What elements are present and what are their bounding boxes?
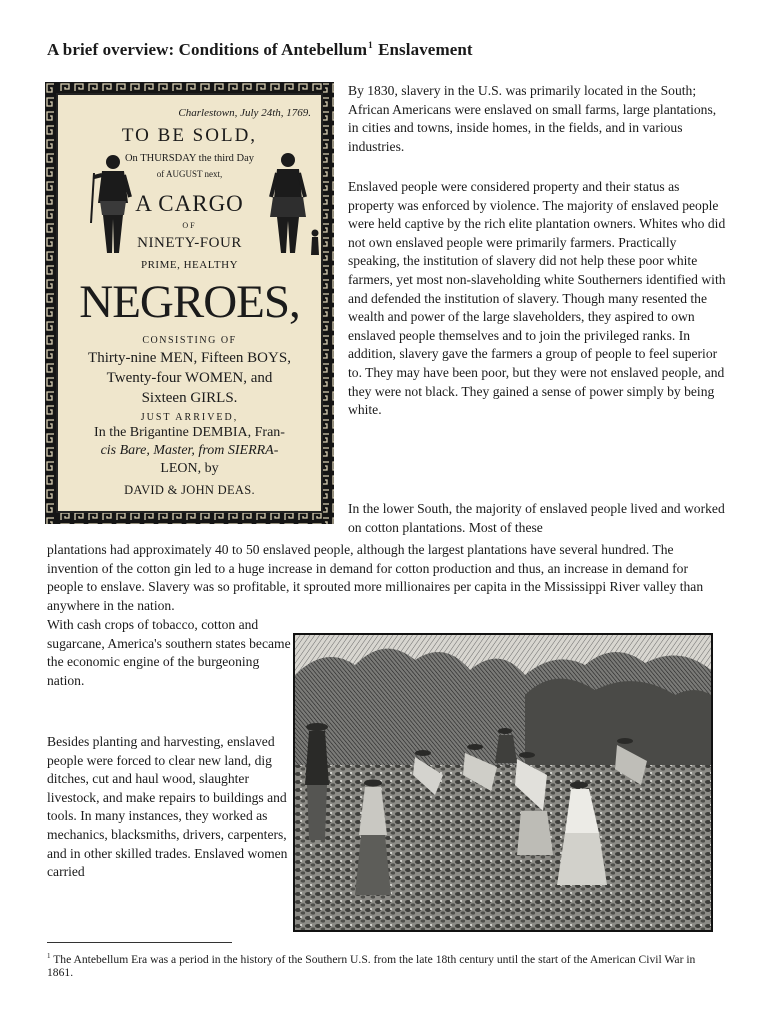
title-text: A brief overview: Conditions of Antebellum bbox=[47, 40, 368, 59]
broadside-men-boys: Thirty-nine MEN, Fifteen BOYS, bbox=[88, 350, 291, 366]
title-text-end: Enslavement bbox=[373, 40, 473, 59]
woodcut-figure-left bbox=[88, 153, 138, 258]
paragraph-lower-south-continued: plantations had approximately 40 to 50 enslaved people, although the largest plantations have several hundred. The invention of the cotton gin led to a huge increase in demand for cotton production and thus, an increase in demand for people to enslave. Slavery was so profitable, it sprouted more millionaires per capita in the Mississippi River valley than anywhere in the nation. bbox=[47, 542, 704, 613]
cotton-field-scene bbox=[295, 635, 711, 930]
broadside-to-be-sold: TO BE SOLD, bbox=[121, 125, 258, 146]
broadside-headline: NEGROES, bbox=[79, 276, 300, 328]
broadside-brigantine: In the Brigantine DEMBIA, Fran- bbox=[94, 425, 285, 440]
broadside-of: OF bbox=[182, 221, 197, 230]
broadside-thursday: On THURSDAY the third Day bbox=[124, 153, 255, 164]
paragraph-other-labor: Besides planting and harvesting, enslaved people were forced to clear new land, dig ditches, cut and haul wood, slaughter livestock, and make repairs to buildings and tools. In many instances, they worked as mechanics, blacksmiths, drivers, carpenters, and in other skilled trades. Enslaved women carried bbox=[47, 734, 288, 880]
cotton-field-engraving-image bbox=[293, 633, 713, 932]
footnote-text: The Antebellum Era was a period in the history of the Southern U.S. from the late 18th century until the start of the American Civil War in 1861. bbox=[47, 952, 696, 980]
broadside-consisting: CONSISTING OF bbox=[142, 335, 237, 346]
broadside-deas: DAVID & JOHN DEAS. bbox=[124, 483, 255, 497]
broadside-leon: LEON, by bbox=[160, 461, 219, 476]
broadside-date: Charlestown, July 24th, 1769. bbox=[178, 107, 311, 119]
paragraph-cash-crops: With cash crops of tobacco, cotton and sugarcane, America's southern states became the economic engine of the burgeoning nation. bbox=[47, 617, 291, 688]
footnote-divider bbox=[47, 942, 232, 943]
paragraph-lower-south-start: In the lower South, the majority of enslaved people lived and worked on cotton plantations. Most of these bbox=[348, 501, 725, 535]
broadside-just-arrived: JUST ARRIVED, bbox=[140, 412, 239, 423]
broadside-paper bbox=[56, 93, 323, 513]
woodcut-figure-right bbox=[263, 151, 323, 261]
paragraph-1830-overview: By 1830, slavery in the U.S. was primarily located in the South; African Americans were enslaved on small farms, large plantations, in cities and towns, inside homes, in the fields, and in various industries. bbox=[348, 83, 717, 154]
title-footnote-mark: 1 bbox=[368, 40, 373, 51]
broadside-cargo: A CARGO bbox=[135, 191, 244, 216]
footnote-mark: 1 bbox=[47, 952, 51, 960]
page-title bbox=[47, 40, 473, 60]
broadside-master: cis Bare, Master, from SIERRA- bbox=[100, 443, 279, 458]
broadside-august: of AUGUST next, bbox=[156, 169, 223, 179]
broadside-ninety-four: NINETY-FOUR bbox=[137, 235, 242, 251]
broadside-prime-healthy: PRIME, HEALTHY bbox=[140, 259, 239, 271]
broadside-girls: Sixteen GIRLS. bbox=[141, 390, 238, 406]
footnote bbox=[47, 950, 717, 980]
paragraph-property-violence: Enslaved people were considered property and their status as property was enforced by violence. The majority of enslaved people were held captive by the rich elite plantation owners. Whites who did not own enslaved people were primarily farmers. Practically speaking, the institution of slavery did not help these poor white farmers, yet most non-slaveholding white Southerners identified with and defended the institution of slavery. Though many resented the wealth and power of the large slaveholders, they aspired to own enslaved people themselves and to join the privileged ranks. In addition, slavery gave the farmers a group of people to feel superior to. They may have been poor, but they were not enslaved people, and they were not black. They gained a sense of power simply by being white. bbox=[348, 179, 726, 418]
slave-sale-broadside-image bbox=[45, 82, 334, 524]
broadside-women: Twenty-four WOMEN, and bbox=[106, 370, 273, 386]
